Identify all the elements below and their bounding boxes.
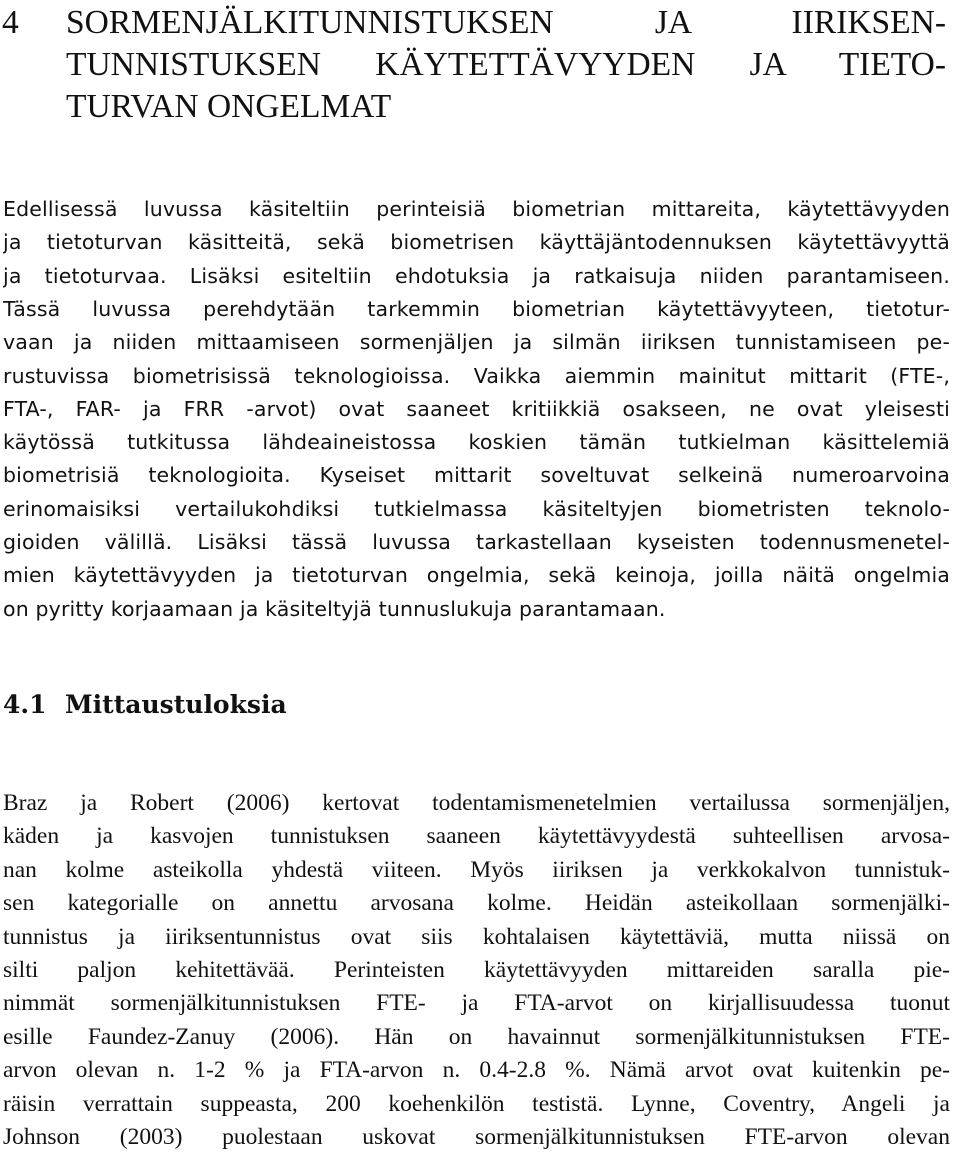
paragraph-line: Tässä luvussa perehdytään tarkemmin biometrian käytettävyyteen, tietotur-	[3, 297, 950, 321]
paragraph-line: sen kategorialle on annettu arvosana kolme. Heidän asteikollaan sormenjälki-	[3, 890, 950, 917]
paragraph-line: käytössä tutkitussa lähdeaineistossa koskien tämän tutkielman käsittelemiä	[3, 430, 950, 455]
paragraph-line: ja tietoturvan käsitteitä, sekä biometrisen käyttäjäntodennuksen käytettävyyttä	[3, 230, 950, 255]
main-paragraph	[3, 293, 950, 626]
paragraph-line: vaan ja niiden mittaamiseen sormenjäljen ja silmän iiriksen tunnistamiseen pe-	[3, 330, 950, 355]
paragraph-line: mien käytettävyyden ja tietoturvan ongelmia, sekä keinoja, joilla näitä ongelmia	[3, 563, 950, 588]
section-heading	[3, 685, 287, 725]
chapter-title-line: TUNNISTUKSEN KÄYTETTÄVYYDEN JA TIETO-	[66, 46, 946, 83]
paragraph-line: FTA-, FAR- ja FRR -arvot) ovat saaneet kritiikkiä osakseen, ne ovat yleisesti	[3, 396, 950, 421]
paragraph-line: Edellisessä luvussa käsiteltiin perinteisiä biometrian mittareita, käytettävyyden	[3, 197, 950, 221]
paragraph-line: Johnson (2003) puolestaan uskovat sormenjälkitunnistuksen FTE-arvon olevan	[3, 1124, 950, 1151]
paragraph-line: biometrisiä teknologioita. Kyseiset mittarit soveltuvat selkeinä numeroarvoina	[3, 463, 950, 488]
chapter-number: 4	[2, 4, 19, 41]
paragraph-line: tunnistus ja iiriksentunnistus ovat siis kohtalaisen käytettäviä, mutta niissä on	[3, 923, 950, 950]
chapter-title	[66, 2, 946, 128]
section-paragraph	[3, 787, 950, 1154]
paragraph-line: esille Faundez-Zanuy (2006). Hän on havainnut sormenjälkitunnistuksen FTE-	[3, 1023, 950, 1050]
paragraph-line: erinomaisiksi vertailukohdiksi tutkielmassa käsiteltyjen biometristen teknolo-	[3, 496, 950, 521]
paragraph-line: silti paljon kehitettävää. Perinteisten käytettävyyden mittareiden saralla pie-	[3, 957, 950, 984]
paragraph-line: on pyritty korjaamaan ja käsiteltyjä tunnuslukuja parantamaan.	[3, 596, 666, 621]
paragraph-line: räisin verrattain suppeasta, 200 koehenkilön testistä. Lynne, Coventry, Angeli ja	[3, 1090, 950, 1117]
paragraph-line: rustuvissa biometrisissä teknologioissa. Vaikka aiemmin mainitut mittarit (FTE-,	[3, 363, 950, 388]
paragraph-line: ja tietoturvaa. Lisäksi esiteltiin ehdotuksia ja ratkaisuja niiden parantamiseen.	[3, 263, 950, 288]
paragraph-line: Braz ja Robert (2006) kertovat todentamismenetelmien vertailussa sormenjäljen,	[3, 790, 950, 816]
chapter-title-line: SORMENJÄLKITUNNISTUKSEN JA IIRIKSEN-	[66, 4, 946, 41]
section-number: 4.1	[3, 690, 47, 719]
intro-paragraph	[3, 193, 950, 293]
chapter-title-line: TURVAN ONGELMAT	[66, 88, 392, 125]
paragraph-line: käden ja kasvojen tunnistuksen saaneen käytettävyydestä suhteellisen arvosa-	[3, 823, 950, 850]
paragraph-line: nimmät sormenjälkitunnistuksen FTE- ja FTA-arvot on kirjallisuudessa tuonut	[3, 990, 950, 1017]
section-title: Mittaustuloksia	[65, 690, 287, 719]
paragraph-line: arvon olevan n. 1-2 % ja FTA-arvon n. 0.4-2.8 %. Nämä arvot ovat kuitenkin pe-	[3, 1057, 950, 1084]
paragraph-line: gioiden välillä. Lisäksi tässä luvussa tarkastellaan kyseisten todennusmenetel-	[3, 530, 950, 555]
paragraph-line: nan kolme asteikolla yhdestä viiteen. Myös iiriksen ja verkkokalvon tunnistuk-	[3, 856, 950, 883]
